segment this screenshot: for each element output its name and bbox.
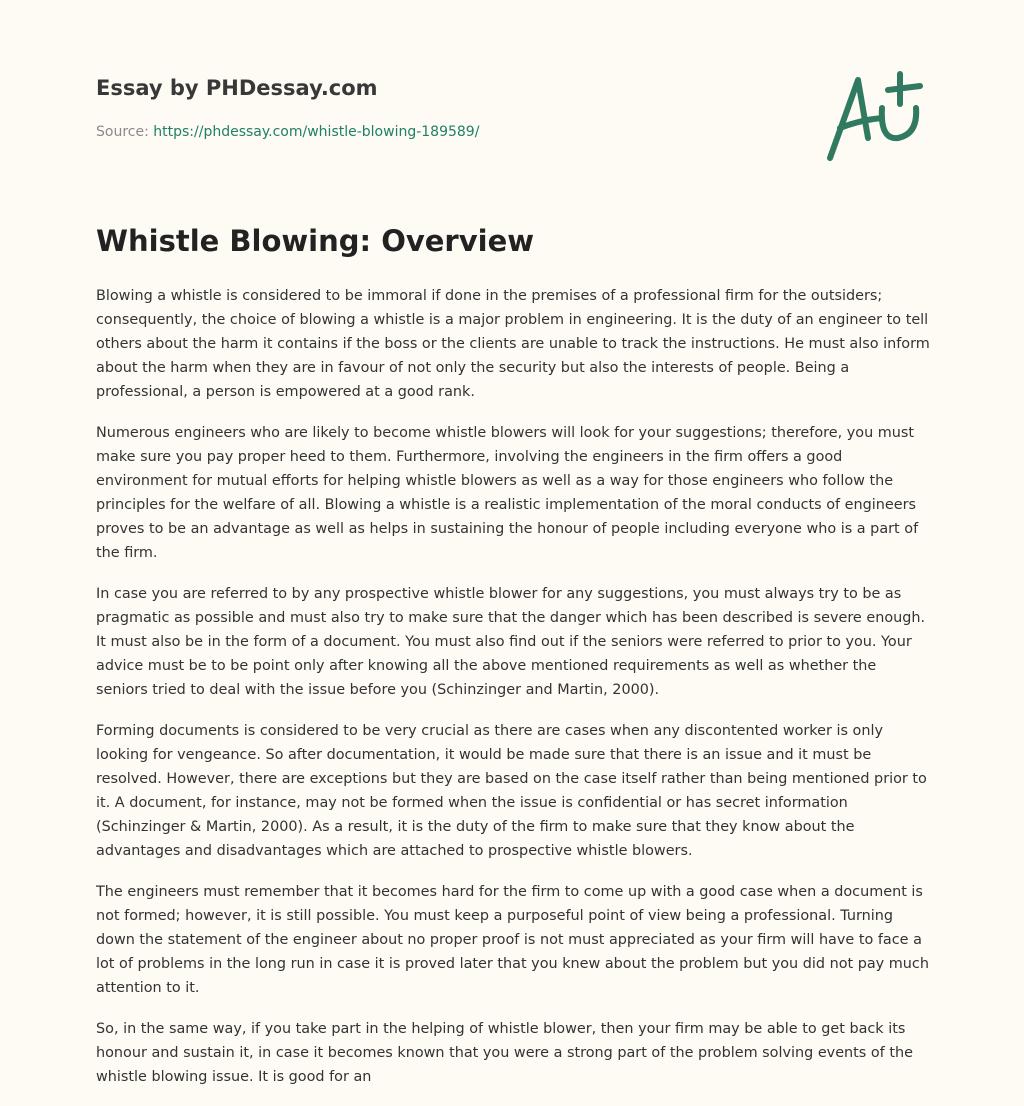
paragraph: So, in the same way, if you take part in the helping of whistle blower, then your firm may be able to get back its honour and sustain it, in case it becomes known that you were a strong part of the problem solving events of the whistle blowing issue. It is good for an xyxy=(96,1021,913,1085)
paragraph: Numerous engineers who are likely to become whistle blowers will look for your suggestions; therefore, you must make sure you pay proper heed to them. Furthermore, involving the engineers in the firm offers a good environment for mutual efforts for helping whistle blowers as well as a way for those engineers who follow the principles for the welfare of all. Blowing a whistle is a realistic implementation of the moral conducts of engineers proves to be an advantage as well as helps in sustaining the honour of people including everyone who is a part of the firm. xyxy=(96,425,919,561)
site-brand: Essay by PHDessay.com xyxy=(96,76,378,100)
page-title: Whistle Blowing: Overview xyxy=(96,224,535,258)
source-label: Source: xyxy=(96,124,149,140)
a-plus-logo-icon xyxy=(820,68,930,168)
essay-body xyxy=(96,284,930,1106)
source-link[interactable]: https://phdessay.com/whistle-blowing-189589/ xyxy=(153,124,480,140)
paragraph: The engineers must remember that it becomes hard for the firm to come up with a good case when a document is not formed; however, it is still possible. You must keep a purposeful point of view being a professional. Turning down the statement of the engineer about no proper proof is not must appreciated as your firm will have to face a lot of problems in the long run in case it is proved later that you knew about the problem but you did not pay much attention to it. xyxy=(96,884,929,996)
paragraph: In case you are referred to by any prospective whistle blower for any suggestions, you must always try to be as pragmatic as possible and must also try to make sure that the danger which has been described is severe enough. It must also be in the form of a document. You must also find out if the seniors were referred to prior to you. Your advice must be to be point only after knowing all the above mentioned requirements as well as whether the seniors tried to deal with the issue before you (Schinzinger and Martin, 2000). xyxy=(96,586,926,698)
source-line xyxy=(96,124,479,140)
paragraph: Blowing a whistle is considered to be immoral if done in the premises of a professional firm for the outsiders; consequently, the choice of blowing a whistle is a major problem in engineering. It is the duty of an engineer to tell others about the harm it contains if the boss or the clients are unable to track the instructions. He must also inform about the harm when they are in favour of not only the security but also the interests of people. Being a professional, a person is empowered at a good rank. xyxy=(96,288,930,400)
paragraph: Forming documents is considered to be very crucial as there are cases when any discontented worker is only looking for vengeance. So after documentation, it would be made sure that there is an issue and it must be resolved. However, there are exceptions but they are based on the case itself rather than being mentioned prior to it. A document, for instance, may not be formed when the issue is confidential or has secret information (Schinzinger & Martin, 2000). As a result, it is the duty of the firm to make sure that they know about the advantages and disadvantages which are attached to prospective whistle blowers. xyxy=(96,723,927,859)
